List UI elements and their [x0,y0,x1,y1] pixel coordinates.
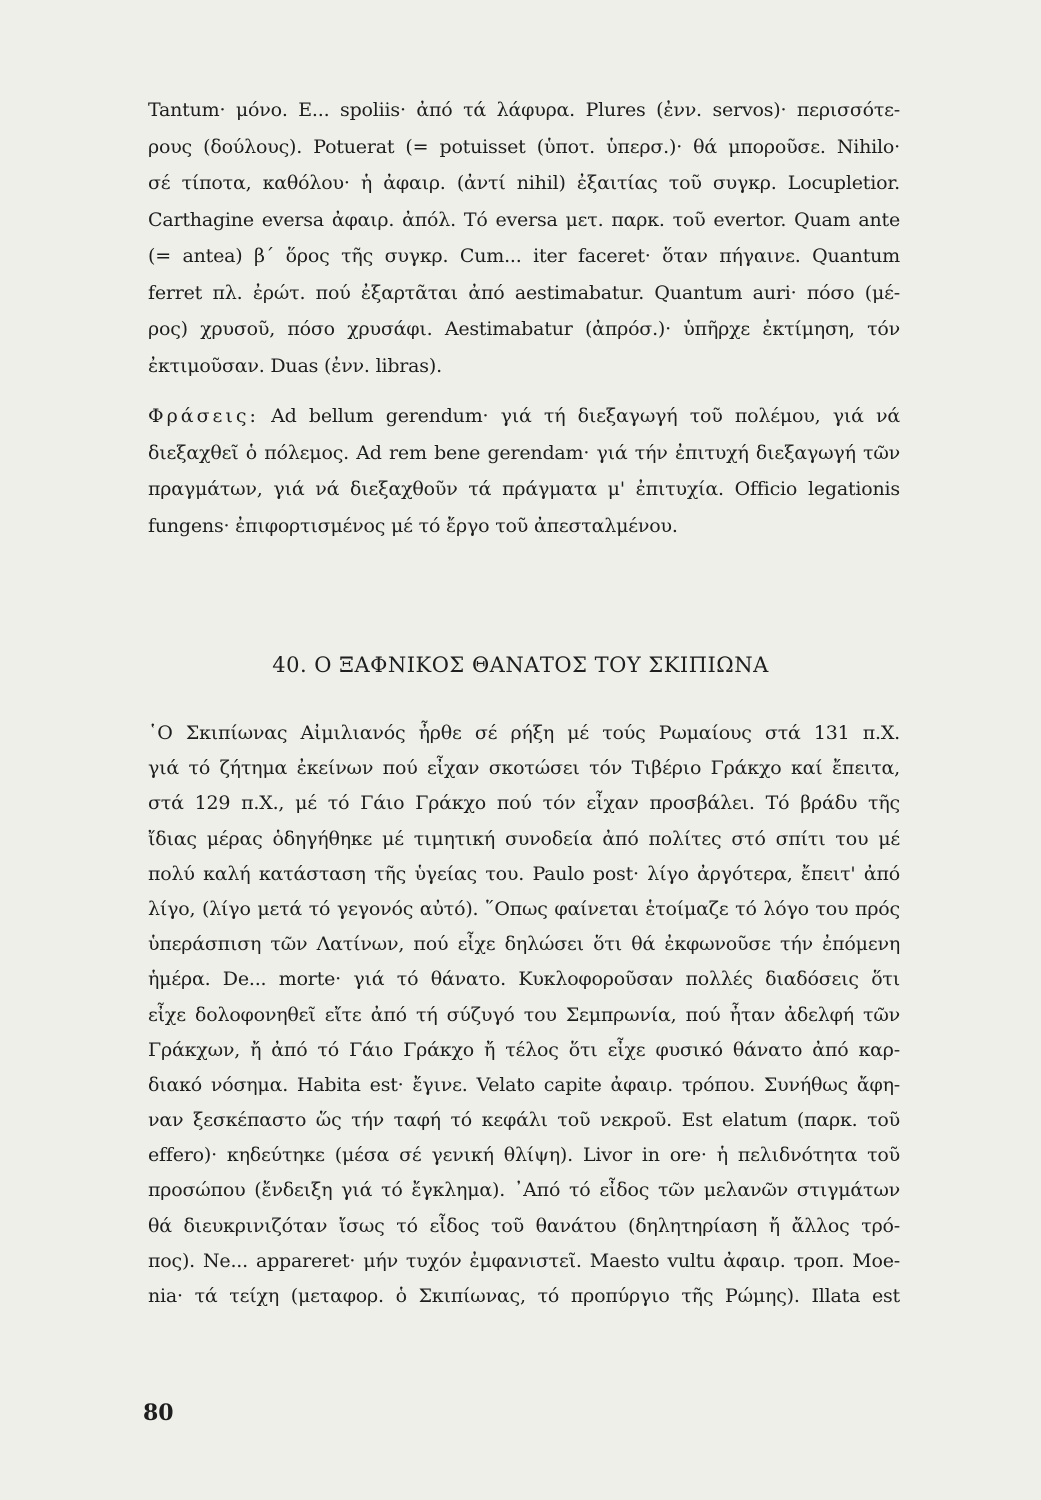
text-line: fungens· ἐπιφορτισμένος μέ τό ἔργο τοῦ ἀπεσταλμένου. [148,514,678,537]
text-line: σέ τίποτα, καθόλου· ἡ ἀφαιρ. (ἀντί nihil) ἐξαιτίας τοῦ συγκρ. Locupletior. [148,172,900,194]
body-paragraph [148,716,900,1314]
text-line: στά 129 π.Χ., μέ τό Γάιο Γράκχο πού τόν εἶχαν προσβάλει. Τό βράδυ τῆς [148,792,900,815]
text-line: γιά τό ζήτημα ἐκείνων πού εἶχαν σκοτώσει τόν Τιβέριο Γράκχο καί ἔπειτα, [148,757,900,780]
text-line: Γράκχων, ἤ ἀπό τό Γάιο Γράκχο ἤ τέλος ὅτι εἶχε φυσικό θάνατο ἀπό καρ- [148,1038,900,1061]
page-number: 80 [143,1400,174,1426]
text-line [148,398,900,435]
text-line: εἶχε δολοφονηθεῖ εἴτε ἀπό τή σύζυγό του Σεμπρωνία, πού ἦταν ἀδελφή τῶν [148,1003,900,1026]
text-line: effero)· κηδεύτηκε (μέσα σέ γενική θλίψη). Livor in ore· ἡ πελιδνότητα τοῦ [148,1144,900,1167]
text-line: ὑπεράσπιση τῶν Λατίνων, πού εἶχε δηλώσει ὅτι θά ἐκφωνοῦσε τήν ἐπόμενη [148,933,900,956]
text-line: ῾Ο Σκιπίωνας Αἰμιλιανός ἦρθε σέ ρήξη μέ τούς Ρωμαίους στά 131 π.Χ. [148,722,900,744]
text-line: nia· τά τείχη (μεταφορ. ὁ Σκιπίωνας, τό προπύργιο τῆς Ρώμης). Illata est [148,1285,900,1307]
text-line: Tantum· μόνο. E... spoliis· ἀπό τά λάφυρα. Plures (ἐνν. servos)· περισσότε- [148,99,900,121]
text-line: Carthagine eversa ἀφαιρ. ἀπόλ. Τό eversa μετ. παρκ. τοῦ evertor. Quam ante [148,208,900,231]
text-line: θά διευκρινιζόταν ἴσως τό εἶδος τοῦ θανάτου (δηλητηρίαση ἤ ἄλλος τρό- [148,1214,900,1237]
text-line: ρους (δούλους). Potuerat (= potuisset (ὑποτ. ὑπερσ.)· θά μποροῦσε. Nihilo· [148,135,900,158]
phrases-paragraph [148,398,900,544]
text-line: λίγο, (λίγο μετά τό γεγονός αὐτό). ῞Οπως φαίνεται ἑτοίμαζε τό λόγο του πρός [148,897,900,920]
text-line: διεξαχθεῖ ὁ πόλεμος. Ad rem bene gerendam· γιά τήν ἐπιτυχή διεξαγωγή τῶν [148,441,900,464]
phrases-label: Φράσεις: [148,405,259,427]
text-line: ρος) χρυσοῦ, πόσο χρυσάφι. Aestimabatur (ἀπρόσ.)· ὑπῆρχε ἐκτίμηση, τόν [148,318,900,340]
section-heading: 40. Ο ΞΑΦΝΙΚΟΣ ΘΑΝΑΤΟΣ ΤΟΥ ΣΚΙΠΙΩΝΑ [272,653,769,677]
text-line: ἡμέρα. De... morte· γιά τό θάνατο. Κυκλοφοροῦσαν πολλές διαδόσεις ὅτι [148,968,900,991]
text-line: διακό νόσημα. Habita est· ἔγινε. Velato capite ἀφαιρ. τρόπου. Συνήθως ἄφη- [148,1073,900,1096]
text-line: προσώπου (ἔνδειξη γιά τό ἔγκλημα). ᾽Από τό εἶδος τῶν μελανῶν στιγμάτων [148,1179,900,1202]
text-line: ἴδιας μέρας ὁδηγήθηκε μέ τιμητική συνοδεία ἀπό πολίτες στό σπίτι του μέ [148,827,900,850]
notes-paragraph [148,92,900,384]
text-line: πος). Ne... appareret· μήν τυχόν ἐμφανιστεῖ. Maesto vultu ἀφαιρ. τροπ. Moe- [148,1249,900,1272]
text-line: πραγμάτων, γιά νά διεξαχθοῦν τά πράγματα μ' ἐπιτυχία. Officio legationis [148,478,900,500]
text-line: ναν ξεσκέπαστο ὥς τήν ταφή τό κεφάλι τοῦ νεκροῦ. Est elatum (παρκ. τοῦ [148,1109,900,1132]
text-line: (= antea) β΄ ὅρος τῆς συγκρ. Cum... iter faceret· ὅταν πήγαινε. Quantum [148,245,900,267]
text-line: πολύ καλή κατάσταση τῆς ὑγείας του. Paulo post· λίγο ἀργότερα, ἔπειτ' ἀπό [148,862,900,885]
text-line: ἐκτιμοῦσαν. Duas (ἐνν. libras). [148,354,442,377]
phrases-first-line: Ad bellum gerendum· γιά τή διεξαγωγή τοῦ πολέμου, γιά νά [258,405,900,427]
text-line: ferret πλ. ἐρώτ. πού ἐξαρτᾶται ἀπό aestimabatur. Quantum auri· πόσο (μέ- [148,281,900,304]
